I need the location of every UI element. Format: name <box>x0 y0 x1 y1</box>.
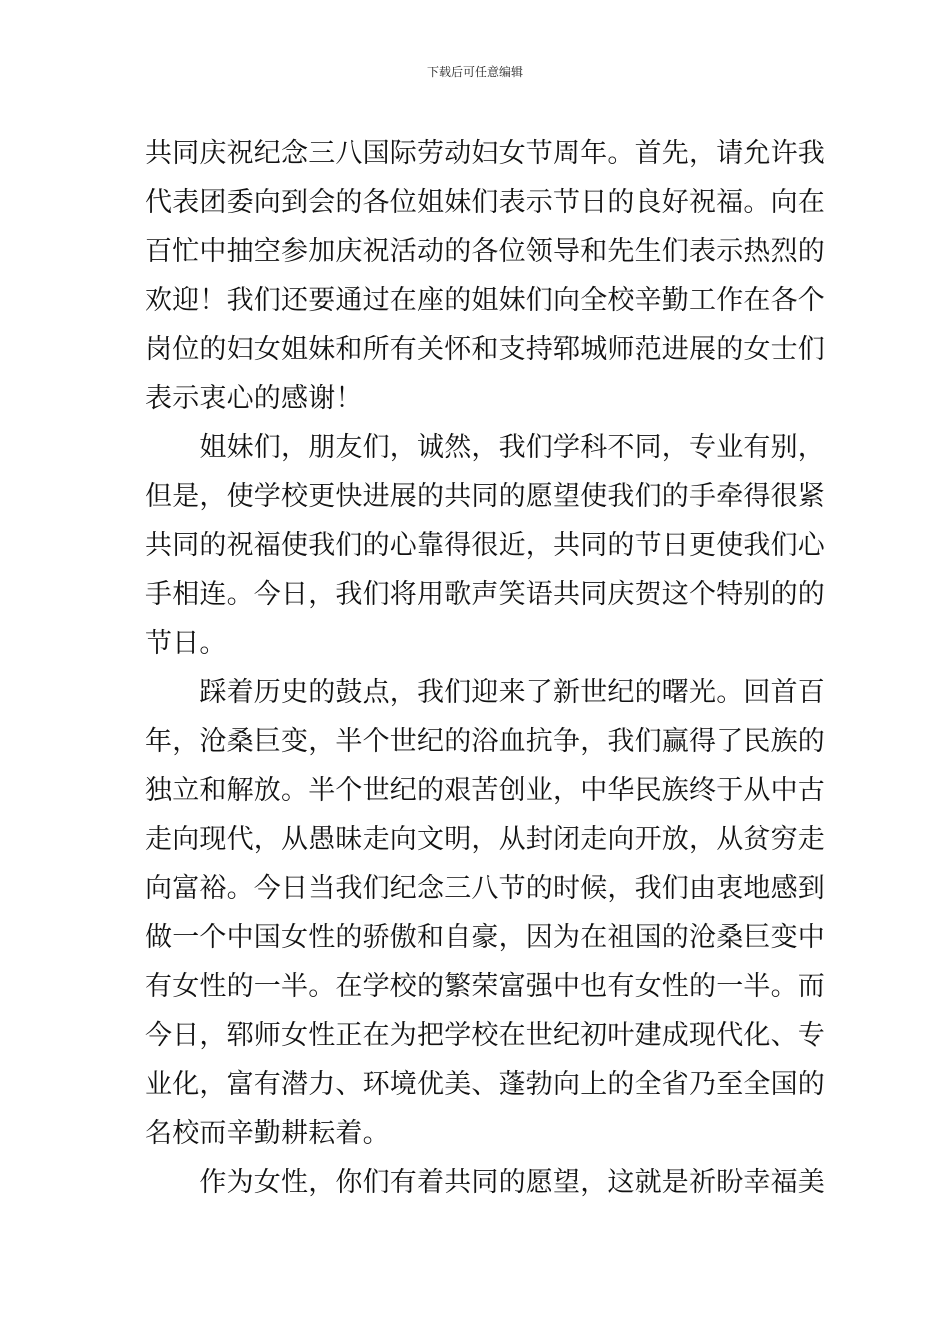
text-line: 踩着历史的鼓点，我们迎来了新世纪的曙光。回首百 <box>145 677 825 708</box>
text-line: 向富裕。今日当我们纪念三八节的时候，我们由衷地感到 <box>145 873 825 904</box>
text-line: 走向现代，从愚昧走向文明，从封闭走向开放，从贫穷走 <box>145 824 825 855</box>
text-line: 今日，郓师女性正在为把学校在世纪初叶建成现代化、专 <box>145 1020 825 1051</box>
text-line: 节日。 <box>145 628 227 659</box>
text-line: 欢迎！我们还要通过在座的姐妹们向全校辛勤工作在各个 <box>145 285 825 316</box>
text-line: 百忙中抽空参加庆祝活动的各位领导和先生们表示热烈的 <box>145 236 825 267</box>
text-line: 名校而辛勤耕耘着。 <box>145 1118 390 1149</box>
text-line: 表示衷心的感谢！ <box>145 383 363 414</box>
text-line: 业化，富有潜力、环境优美、蓬勃向上的全省乃至全国的 <box>145 1069 825 1100</box>
text-line: 做一个中国女性的骄傲和自豪，因为在祖国的沧桑巨变中 <box>145 922 825 953</box>
document-body <box>145 129 825 1207</box>
text-line: 岗位的妇女姐妹和所有关怀和支持郓城师范进展的女士们 <box>145 334 825 365</box>
text-line: 年，沧桑巨变，半个世纪的浴血抗争，我们赢得了民族的 <box>145 726 825 757</box>
page-header: 下载后可任意编辑 <box>426 65 523 79</box>
text-line: 作为女性，你们有着共同的愿望，这就是祈盼幸福美 <box>145 1167 825 1198</box>
text-line: 但是，使学校更快进展的共同的愿望使我们的手牵得很紧 <box>145 481 825 512</box>
text-line: 手相连。今日，我们将用歌声笑语共同庆贺这个特别的的 <box>145 579 825 610</box>
text-line: 共同的祝福使我们的心靠得很近，共同的节日更使我们心 <box>145 530 825 561</box>
text-line: 代表团委向到会的各位姐妹们表示节日的良好祝福。向在 <box>145 187 825 218</box>
text-line: 独立和解放。半个世纪的艰苦创业，中华民族终于从中古 <box>145 775 825 806</box>
text-line: 姐妹们，朋友们，诚然，我们学科不同，专业有别， <box>145 432 825 463</box>
text-line: 有女性的一半。在学校的繁荣富强中也有女性的一半。而 <box>145 971 825 1002</box>
text-line: 共同庆祝纪念三八国际劳动妇女节周年。首先，请允许我 <box>145 138 825 169</box>
